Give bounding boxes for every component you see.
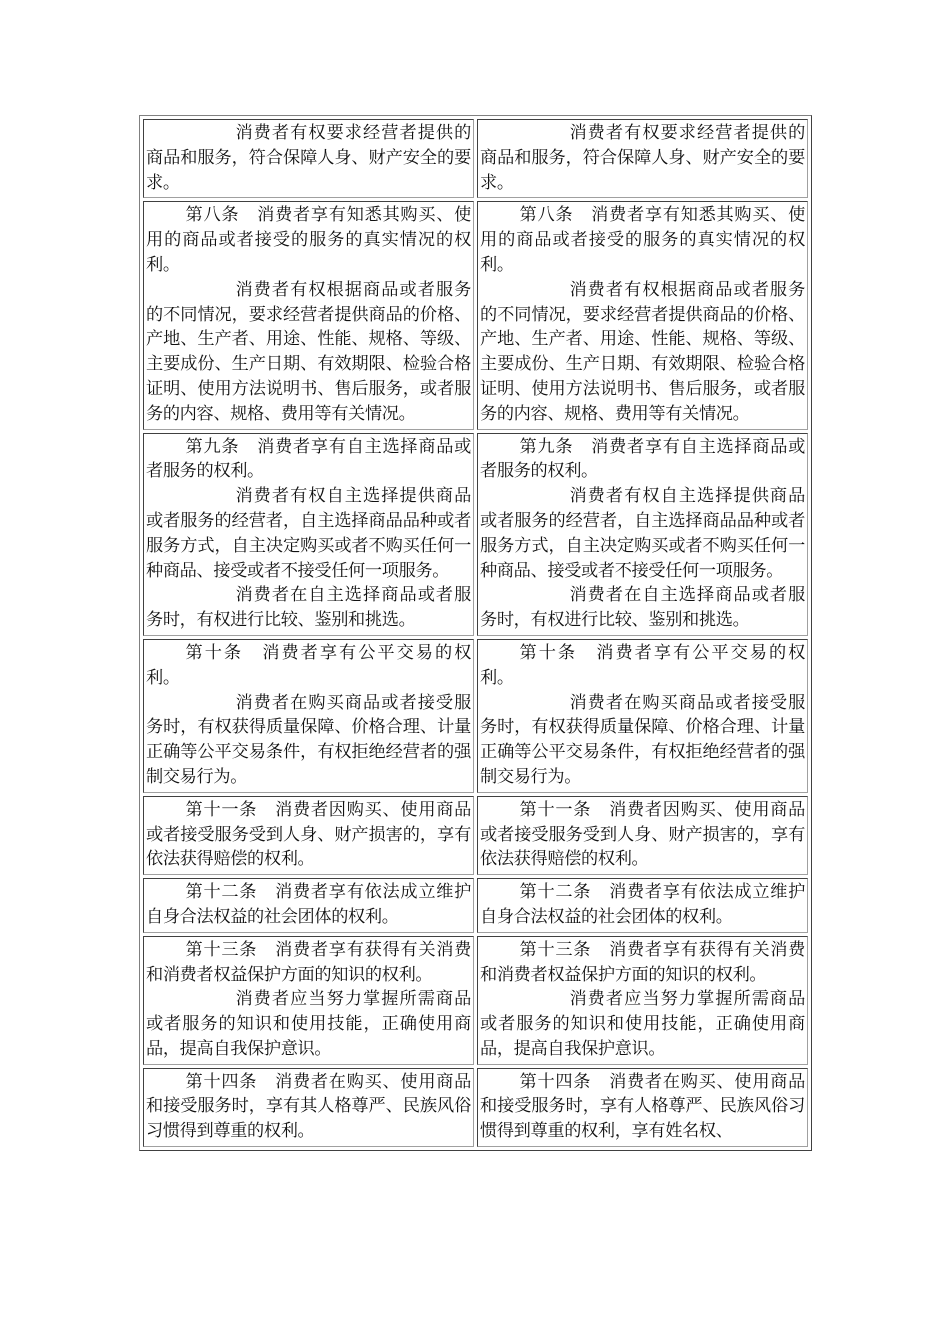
left-column-cell (143, 936, 474, 1065)
comparison-table (139, 115, 812, 1151)
article-paragraph: 第九条 消费者享有自主选择商品或者服务的权利。 (146, 436, 471, 482)
right-column-cell (477, 201, 808, 429)
clause-paragraph: 消费者在购买商品或者接受服务时，有权获得质量保障、价格合理、计量正确等公平交易条件，有权拒绝经营者的强制交易行为。 (146, 692, 471, 787)
table-row (143, 796, 808, 875)
left-column-cell (143, 433, 474, 636)
table-row (143, 936, 808, 1065)
article-paragraph: 第十条 消费者享有公平交易的权利。 (146, 642, 471, 688)
right-column-cell (477, 796, 808, 875)
table-row (143, 639, 808, 793)
table-row (143, 433, 808, 636)
right-column-cell (477, 639, 808, 793)
left-column-cell (143, 639, 474, 793)
clause-paragraph: 消费者有权自主选择提供商品或者服务的经营者，自主选择商品品种或者服务方式，自主决定购买或者不购买任何一种商品、接受或者不接受任何一项服务。 (480, 486, 805, 581)
clause-paragraph: 消费者应当努力掌握所需商品或者服务的知识和使用技能，正确使用商品，提高自我保护意识。 (146, 989, 471, 1059)
left-column-cell (143, 1068, 474, 1147)
table-row (143, 1068, 808, 1147)
left-column-cell (143, 119, 474, 198)
table-row (143, 878, 808, 933)
clause-paragraph: 消费者有权要求经营者提供的商品和服务，符合保障人身、财产安全的要求。 (146, 123, 471, 193)
article-paragraph: 第十二条 消费者享有依法成立维护自身合法权益的社会团体的权利。 (480, 882, 805, 927)
article-paragraph: 第八条 消费者享有知悉其购买、使用的商品或者接受的服务的真实情况的权利。 (146, 205, 471, 275)
article-paragraph: 第十一条 消费者因购买、使用商品或者接受服务受到人身、财产损害的，享有依法获得赔偿的权利。 (146, 799, 471, 870)
right-column-cell (477, 936, 808, 1065)
article-paragraph: 第十一条 消费者因购买、使用商品或者接受服务受到人身、财产损害的，享有依法获得赔偿的权利。 (480, 799, 805, 870)
table-row (143, 119, 808, 198)
article-paragraph: 第十条 消费者享有公平交易的权利。 (480, 642, 805, 688)
clause-paragraph: 消费者应当努力掌握所需商品或者服务的知识和使用技能，正确使用商品，提高自我保护意识。 (480, 989, 805, 1059)
article-paragraph: 第十二条 消费者享有依法成立维护自身合法权益的社会团体的权利。 (146, 882, 471, 927)
table-row (143, 201, 808, 429)
comparison-table-body (143, 119, 808, 1147)
clause-paragraph: 消费者在自主选择商品或者服务时，有权进行比较、鉴别和挑选。 (480, 585, 805, 631)
left-column-cell (143, 796, 474, 875)
clause-paragraph: 消费者有权自主选择提供商品或者服务的经营者，自主选择商品品种或者服务方式，自主决定购买或者不购买任何一种商品、接受或者不接受任何一项服务。 (146, 486, 471, 581)
clause-paragraph: 消费者有权根据商品或者服务的不同情况，要求经营者提供商品的价格、产地、生产者、用途、性能、规格、等级、主要成份、生产日期、有效期限、检验合格证明、使用方法说明书、售后服务，或者服务的内容、规格、费用等有关情况。 (480, 279, 805, 424)
article-paragraph: 第十四条 消费者在购买、使用商品和接受服务时，享有其人格尊严、民族风俗习惯得到尊重的权利。 (146, 1071, 471, 1142)
article-paragraph: 第十四条 消费者在购买、使用商品和接受服务时，享有人格尊严、民族风俗习惯得到尊重的权利，享有姓名权、 (480, 1071, 805, 1142)
clause-paragraph: 消费者有权要求经营者提供的商品和服务，符合保障人身、财产安全的要求。 (480, 123, 805, 193)
article-paragraph: 第十三条 消费者享有获得有关消费和消费者权益保护方面的知识的权利。 (146, 939, 471, 985)
article-paragraph: 第八条 消费者享有知悉其购买、使用的商品或者接受的服务的真实情况的权利。 (480, 205, 805, 275)
left-column-cell (143, 878, 474, 933)
clause-paragraph: 消费者有权根据商品或者服务的不同情况，要求经营者提供商品的价格、产地、生产者、用途、性能、规格、等级、主要成份、生产日期、有效期限、检验合格证明、使用方法说明书、售后服务，或者服务的内容、规格、费用等有关情况。 (146, 279, 471, 424)
right-column-cell (477, 119, 808, 198)
clause-paragraph: 消费者在购买商品或者接受服务时，有权获得质量保障、价格合理、计量正确等公平交易条件，有权拒绝经营者的强制交易行为。 (480, 692, 805, 787)
left-column-cell (143, 201, 474, 429)
right-column-cell (477, 878, 808, 933)
right-column-cell (477, 1068, 808, 1147)
article-paragraph: 第十三条 消费者享有获得有关消费和消费者权益保护方面的知识的权利。 (480, 939, 805, 985)
clause-paragraph: 消费者在自主选择商品或者服务时，有权进行比较、鉴别和挑选。 (146, 585, 471, 631)
article-paragraph: 第九条 消费者享有自主选择商品或者服务的权利。 (480, 436, 805, 482)
right-column-cell (477, 433, 808, 636)
